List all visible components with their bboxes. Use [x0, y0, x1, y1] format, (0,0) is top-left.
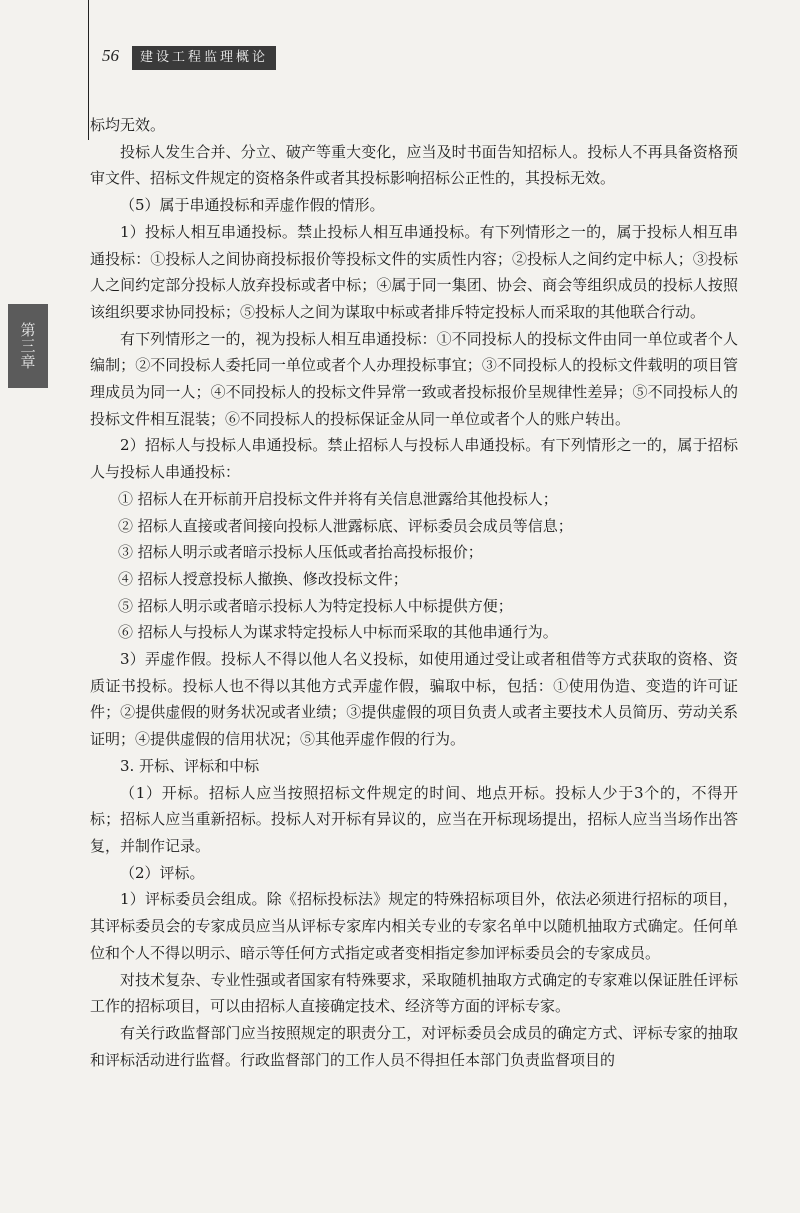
chapter-tab: 第三章	[8, 304, 48, 388]
paragraph: 2）招标人与投标人串通投标。禁止招标人与投标人串通投标。有下列情形之一的，属于招标人与投标人串通投标：	[90, 436, 738, 482]
page-header	[88, 44, 298, 72]
paragraph: 投标人发生合并、分立、破产等重大变化，应当及时书面告知招标人。投标人不再具备资格预审文件、招标文件规定的资格条件或者其投标影响招标公正性的，其投标无效。	[90, 142, 738, 188]
paragraph: （1）开标。招标人应当按照招标文件规定的时间、地点开标。投标人少于3个的，不得开标；招标人应当重新招标。投标人对开标有异议的，应当在开标现场提出，招标人应当当场作出答复，并制作记录。	[90, 783, 738, 855]
list-item: ④ 招标人授意投标人撤换、修改投标文件；	[118, 569, 408, 588]
paragraph: 有下列情形之一的，视为投标人相互串通投标：①不同投标人的投标文件由同一单位或者个人编制；②不同投标人委托同一单位或者个人办理投标事宜；③不同投标人的投标文件载明的项目管理成员为同一人；④不同投标人的投标文件异常一致或者投标报价呈规律性差异；⑤不同投标人的投标文件相互混装；⑥不同投标人的投标保证金从同一单位或者个人的账户转出。	[90, 329, 738, 428]
list-item: ③ 招标人明示或者暗示投标人压低或者抬高投标报价；	[118, 543, 483, 562]
list-item: ② 招标人直接或者间接向投标人泄露标底、评标委员会成员等信息；	[118, 516, 573, 535]
paragraph: 有关行政监督部门应当按照规定的职责分工，对评标委员会成员的确定方式、评标专家的抽取和评标活动进行监督。行政监督部门的工作人员不得担任本部门负责监督项目的	[90, 1023, 738, 1069]
paragraph: （2）评标。	[120, 863, 205, 882]
header-rule	[88, 0, 89, 140]
paragraph: （5）属于串通投标和弄虚作假的情形。	[120, 196, 385, 215]
paragraph: 1）投标人相互串通投标。禁止投标人相互串通投标。有下列情形之一的，属于投标人相互串通投标：①投标人之间协商投标报价等投标文件的实质性内容；②投标人之间约定中标人；③投标人之间约定部分投标人放弃投标或者中标；④属于同一集团、协会、商会等组织成员的投标人按照该组织要求协同投标；⑤投标人之间为谋取中标或者排斥特定投标人而采取的其他联合行动。	[90, 222, 738, 321]
list-item: ① 招标人在开标前开启投标文件并将有关信息泄露给其他投标人；	[118, 489, 558, 508]
paragraph: 1）评标委员会组成。除《招标投标法》规定的特殊招标项目外，依法必须进行招标的项目，其评标委员会的专家成员应当从评标专家库内相关专业的专家名单中以随机抽取方式确定。任何单位和个人不得以明示、暗示等任何方式指定或者变相指定参加评标委员会的专家成员。	[90, 890, 738, 962]
paragraph: 标均无效。	[90, 116, 166, 134]
paragraph: 对技术复杂、专业性强或者国家有特殊要求，采取随机抽取方式确定的专家难以保证胜任评标工作的招标项目，可以由招标人直接确定技术、经济等方面的评标专家。	[90, 970, 738, 1016]
paragraph: 3）弄虚作假。投标人不得以他人名义投标，如使用通过受让或者租借等方式获取的资格、资质证书投标。投标人也不得以其他方式弄虚作假，骗取中标，包括：①使用伪造、变造的许可证件；②提供虚假的财务状况或者业绩；③提供虚假的项目负责人或者主要技术人员简历、劳动关系证明；④提供虚假的信用状况；⑤其他弄虚作假的行为。	[90, 650, 738, 749]
paragraph: 3. 开标、评标和中标	[120, 756, 260, 775]
book-title: 建设工程监理概论	[132, 46, 276, 70]
list-item: ⑥ 招标人与投标人为谋求特定投标人中标而采取的其他串通行为。	[118, 623, 558, 642]
page-number: 56	[102, 46, 119, 65]
list-item: ⑤ 招标人明示或者暗示投标人为特定投标人中标提供方便；	[118, 596, 513, 615]
body-text	[90, 112, 738, 1073]
